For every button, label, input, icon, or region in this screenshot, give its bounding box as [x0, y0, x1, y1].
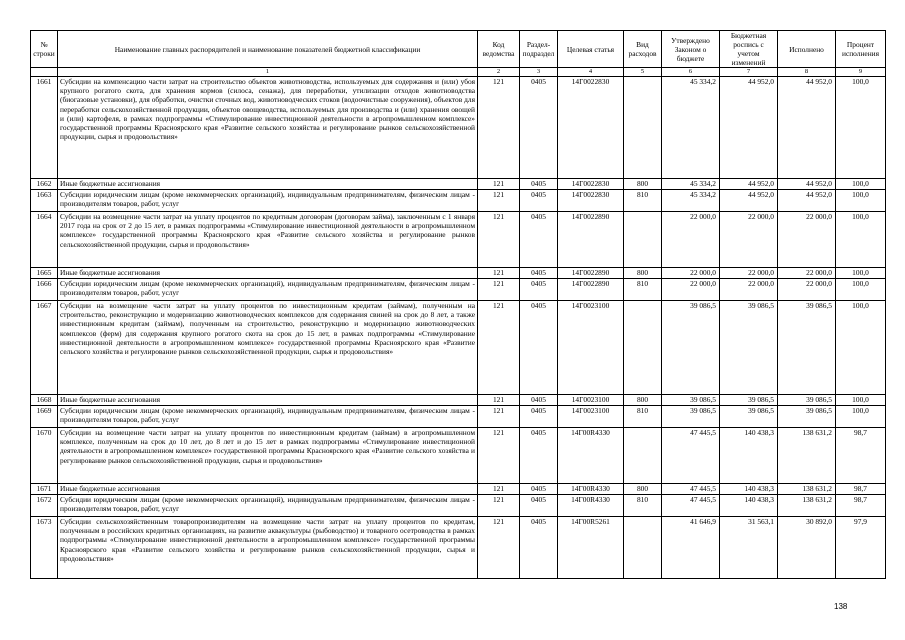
- row-name: Субсидии на возмещение части затрат на уплату процентов по кредитным договорам (договорам займа), заключенным с 1 января 2017 года на срок от 2 до 15 лет, в рамках подпрограммы «Стимулирование инвестиционной деятельности в агропромышленном комплексе» государственной программы Красноярского края «Развитие сельского хозяйства и регулирование рынков сельскохозяйственной продукции, сырья и продовольствия»: [58, 212, 478, 268]
- table-row: [31, 406, 886, 428]
- row-name: Субсидии юридическим лицам (кроме некоммерческих организаций), индивидуальным предпринимателям, физическим лицам - производителям товаров, работ, услуг: [58, 279, 478, 301]
- row-name: Субсидии сельскохозяйственным товаропроизводителям на возмещение части затрат на уплату процентов по кредитам, полученным в российских кредитных организациях, на развитие аквакультуры (рыбоводство) и товарного осетроводства в рамках подпрограммы «Стимулирование инвестиционной деятельности в агропромышленном комплексе» государственной программы Красноярского края «Развитие сельского хозяйства и регулирование рынков сельскохозяйственной продукции, сырья и продовольствия»: [58, 517, 478, 579]
- row-number: 1669: [31, 406, 58, 428]
- row-dept-code: 121: [478, 212, 520, 268]
- row-percent: 100,0: [836, 279, 886, 301]
- row-approved: 39 086,5: [662, 406, 720, 428]
- row-section: 0405: [520, 212, 558, 268]
- row-executed: 138 631,2: [778, 428, 836, 484]
- row-target: 14Г0022830: [558, 190, 624, 212]
- row-painting: 39 086,5: [720, 395, 778, 406]
- row-number: 1664: [31, 212, 58, 268]
- row-section: 0405: [520, 428, 558, 484]
- row-percent: 98,7: [836, 495, 886, 517]
- row-dept-code: 121: [478, 77, 520, 179]
- row-number: 1667: [31, 301, 58, 395]
- table-row: [31, 495, 886, 517]
- row-approved: 22 000,0: [662, 279, 720, 301]
- col-number: 8: [778, 68, 836, 77]
- row-number: 1671: [31, 484, 58, 495]
- page-number: 138: [834, 602, 848, 611]
- row-executed: 39 086,5: [778, 406, 836, 428]
- row-dept-code: 121: [478, 484, 520, 495]
- table-row: [31, 428, 886, 484]
- row-name: Субсидии юридическим лицам (кроме некоммерческих организаций), индивидуальным предпринимателям, физическим лицам - производителям товаров, работ, услуг: [58, 190, 478, 212]
- col-number: 3: [520, 68, 558, 77]
- header-target: Целевая статья: [558, 31, 624, 68]
- row-target: 14Г0022890: [558, 212, 624, 268]
- column-number-row: [31, 68, 886, 77]
- row-exp-type: 810: [624, 406, 662, 428]
- row-target: 14Г0023100: [558, 395, 624, 406]
- row-painting: 140 438,3: [720, 484, 778, 495]
- row-exp-type: [624, 517, 662, 579]
- row-target: 14Г0023100: [558, 301, 624, 395]
- table-body: [31, 77, 886, 579]
- row-target: 14Г00R4330: [558, 428, 624, 484]
- row-target: 14Г0022890: [558, 268, 624, 279]
- table-row: [31, 77, 886, 179]
- row-painting: 140 438,3: [720, 495, 778, 517]
- row-executed: 22 000,0: [778, 212, 836, 268]
- row-exp-type: 800: [624, 268, 662, 279]
- row-approved: 45 334,2: [662, 77, 720, 179]
- row-exp-type: [624, 428, 662, 484]
- col-number: 4: [558, 68, 624, 77]
- row-percent: 100,0: [836, 301, 886, 395]
- budget-table: [30, 30, 886, 579]
- row-dept-code: 121: [478, 395, 520, 406]
- row-exp-type: 800: [624, 395, 662, 406]
- row-painting: 44 952,0: [720, 77, 778, 179]
- row-exp-type: [624, 301, 662, 395]
- row-name: Иные бюджетные ассигнования: [58, 179, 478, 190]
- table-row: [31, 279, 886, 301]
- row-approved: 47 445,5: [662, 428, 720, 484]
- row-dept-code: 121: [478, 428, 520, 484]
- row-section: 0405: [520, 395, 558, 406]
- row-section: 0405: [520, 190, 558, 212]
- row-section: 0405: [520, 268, 558, 279]
- row-target: 14Г00R4330: [558, 495, 624, 517]
- row-approved: 45 334,2: [662, 190, 720, 212]
- row-executed: 44 952,0: [778, 77, 836, 179]
- row-percent: 97,9: [836, 517, 886, 579]
- row-executed: 44 952,0: [778, 179, 836, 190]
- row-target: 14Г0023100: [558, 406, 624, 428]
- row-approved: 22 000,0: [662, 268, 720, 279]
- table-row: [31, 301, 886, 395]
- col-number: 1: [58, 68, 478, 77]
- col-number: 5: [624, 68, 662, 77]
- row-executed: 39 086,5: [778, 395, 836, 406]
- row-painting: 39 086,5: [720, 406, 778, 428]
- row-executed: 138 631,2: [778, 495, 836, 517]
- row-exp-type: 810: [624, 495, 662, 517]
- row-approved: 47 445,5: [662, 484, 720, 495]
- row-dept-code: 121: [478, 301, 520, 395]
- table-row: [31, 268, 886, 279]
- header-dept: Код ведомства: [478, 31, 520, 68]
- row-approved: 47 445,5: [662, 495, 720, 517]
- row-number: 1662: [31, 179, 58, 190]
- row-name: Субсидии на возмещение части затрат на уплату процентов по инвестиционным кредитам (займам), полученным на строительство, реконструкцию и модернизацию животноводческих комплексов для содержания свиней на срок до 8 лет, а также инвестиционным кредитам (займам), полученным на строительство, реконструкцию и модернизацию животноводческих комплексов (ферм) для содержания крупного рогатого скота на срок до 15 лет, в рамках подпрограммы «Стимулирование инвестиционной деятельности в агропромышленном комплексе» государственной программы Красноярского края «Развитие сельского хозяйства и регулирование рынков сельскохозяйственной продукции, сырья и продовольствия»: [58, 301, 478, 395]
- row-name: Субсидии юридическим лицам (кроме некоммерческих организаций), индивидуальным предпринимателям, физическим лицам - производителям товаров, работ, услуг: [58, 406, 478, 428]
- row-section: 0405: [520, 179, 558, 190]
- table-row: [31, 395, 886, 406]
- row-painting: 22 000,0: [720, 268, 778, 279]
- row-number: 1672: [31, 495, 58, 517]
- row-name: Субсидии юридическим лицам (кроме некоммерческих организаций), индивидуальным предпринимателям, физическим лицам - производителям товаров, работ, услуг: [58, 495, 478, 517]
- row-name: Иные бюджетные ассигнования: [58, 268, 478, 279]
- table-row: [31, 190, 886, 212]
- row-name: Иные бюджетные ассигнования: [58, 484, 478, 495]
- table-row: [31, 517, 886, 579]
- header-exp-type: Вид расходов: [624, 31, 662, 68]
- row-executed: 39 086,5: [778, 301, 836, 395]
- row-executed: 22 000,0: [778, 279, 836, 301]
- table-header-row: [31, 31, 886, 68]
- row-target: 14Г0022830: [558, 179, 624, 190]
- row-painting: 140 438,3: [720, 428, 778, 484]
- row-target: 14Г0022890: [558, 279, 624, 301]
- row-section: 0405: [520, 484, 558, 495]
- row-target: 14Г00R5261: [558, 517, 624, 579]
- col-number: 7: [720, 68, 778, 77]
- row-executed: 22 000,0: [778, 268, 836, 279]
- row-exp-type: [624, 77, 662, 179]
- row-approved: 39 086,5: [662, 395, 720, 406]
- row-executed: 138 631,2: [778, 484, 836, 495]
- col-number: 2: [478, 68, 520, 77]
- row-exp-type: 810: [624, 279, 662, 301]
- header-name: Наименование главных распорядителей и наименование показателей бюджетной классификации: [58, 31, 478, 68]
- header-section: Раздел-подраздел: [520, 31, 558, 68]
- row-dept-code: 121: [478, 190, 520, 212]
- row-approved: 41 646,9: [662, 517, 720, 579]
- row-section: 0405: [520, 301, 558, 395]
- row-executed: 44 952,0: [778, 190, 836, 212]
- header-percent: Процент исполнения: [836, 31, 886, 68]
- row-section: 0405: [520, 77, 558, 179]
- row-target: 14Г0022830: [558, 77, 624, 179]
- row-painting: 22 000,0: [720, 279, 778, 301]
- row-number: 1670: [31, 428, 58, 484]
- row-name: Субсидии на компенсацию части затрат на строительство объектов животноводства, используемых для содержания и (или) убоя крупного рогатого скота, для хранения кормов (силоса, сенажа), для переработки, утилизации отходов животноводства (биогазовые установки), для обработки, очистки сточных вод, животноводческих стоков (водоочистные сооружения), объектов для переработки сельскохозяйственной продукции, объектов овощеводства, используемых для производства и (или) хранения овощей и (или) картофеля, в рамках подпрограммы «Стимулирование инвестиционной деятельности в агропромышленном комплексе» государственной программы Красноярского края «Развитие сельского хозяйства и регулирование рынков сельскохозяйственной продукции, сырья и продовольствия»: [58, 77, 478, 179]
- header-num: № строки: [31, 31, 58, 68]
- row-dept-code: 121: [478, 179, 520, 190]
- row-exp-type: 800: [624, 179, 662, 190]
- table-row: [31, 484, 886, 495]
- row-percent: 100,0: [836, 268, 886, 279]
- row-section: 0405: [520, 406, 558, 428]
- row-painting: 31 563,1: [720, 517, 778, 579]
- row-painting: 44 952,0: [720, 179, 778, 190]
- row-approved: 39 086,5: [662, 301, 720, 395]
- row-number: 1666: [31, 279, 58, 301]
- row-exp-type: [624, 212, 662, 268]
- row-name: Субсидии на возмещение части затрат на уплату процентов по инвестиционным кредитам (займам) в агропромышленном комплексе, полученным на срок до 10 лет, до 8 лет и до 15 лет в рамках подпрограммы «Стимулирование инвестиционной деятельности в агропромышленном комплексе» государственной программы Красноярского края «Развитие сельского хозяйства и регулирование рынков сельскохозяйственной продукции, сырья и продовольствия»: [58, 428, 478, 484]
- row-percent: 98,7: [836, 484, 886, 495]
- header-approved: Утверждено Законом о бюджете: [662, 31, 720, 68]
- row-section: 0405: [520, 517, 558, 579]
- row-target: 14Г00R4330: [558, 484, 624, 495]
- row-percent: 100,0: [836, 77, 886, 179]
- header-painting: Бюджетная роспись с учетом изменений: [720, 31, 778, 68]
- row-percent: 100,0: [836, 179, 886, 190]
- col-number: 6: [662, 68, 720, 77]
- budget-table-container: [30, 30, 885, 579]
- row-number: 1665: [31, 268, 58, 279]
- row-executed: 30 892,0: [778, 517, 836, 579]
- row-name: Иные бюджетные ассигнования: [58, 395, 478, 406]
- row-painting: 44 952,0: [720, 190, 778, 212]
- row-percent: 98,7: [836, 428, 886, 484]
- col-number: 9: [836, 68, 886, 77]
- row-dept-code: 121: [478, 406, 520, 428]
- row-dept-code: 121: [478, 279, 520, 301]
- row-number: 1663: [31, 190, 58, 212]
- row-painting: 22 000,0: [720, 212, 778, 268]
- table-row: [31, 179, 886, 190]
- table-row: [31, 212, 886, 268]
- row-number: 1661: [31, 77, 58, 179]
- row-painting: 39 086,5: [720, 301, 778, 395]
- row-number: 1673: [31, 517, 58, 579]
- col-number: [31, 68, 58, 77]
- row-percent: 100,0: [836, 406, 886, 428]
- row-percent: 100,0: [836, 395, 886, 406]
- header-executed: Исполнено: [778, 31, 836, 68]
- row-approved: 45 334,2: [662, 179, 720, 190]
- row-percent: 100,0: [836, 190, 886, 212]
- row-exp-type: 810: [624, 190, 662, 212]
- row-section: 0405: [520, 495, 558, 517]
- row-dept-code: 121: [478, 268, 520, 279]
- row-dept-code: 121: [478, 495, 520, 517]
- row-exp-type: 800: [624, 484, 662, 495]
- row-percent: 100,0: [836, 212, 886, 268]
- row-section: 0405: [520, 279, 558, 301]
- row-dept-code: 121: [478, 517, 520, 579]
- row-number: 1668: [31, 395, 58, 406]
- row-approved: 22 000,0: [662, 212, 720, 268]
